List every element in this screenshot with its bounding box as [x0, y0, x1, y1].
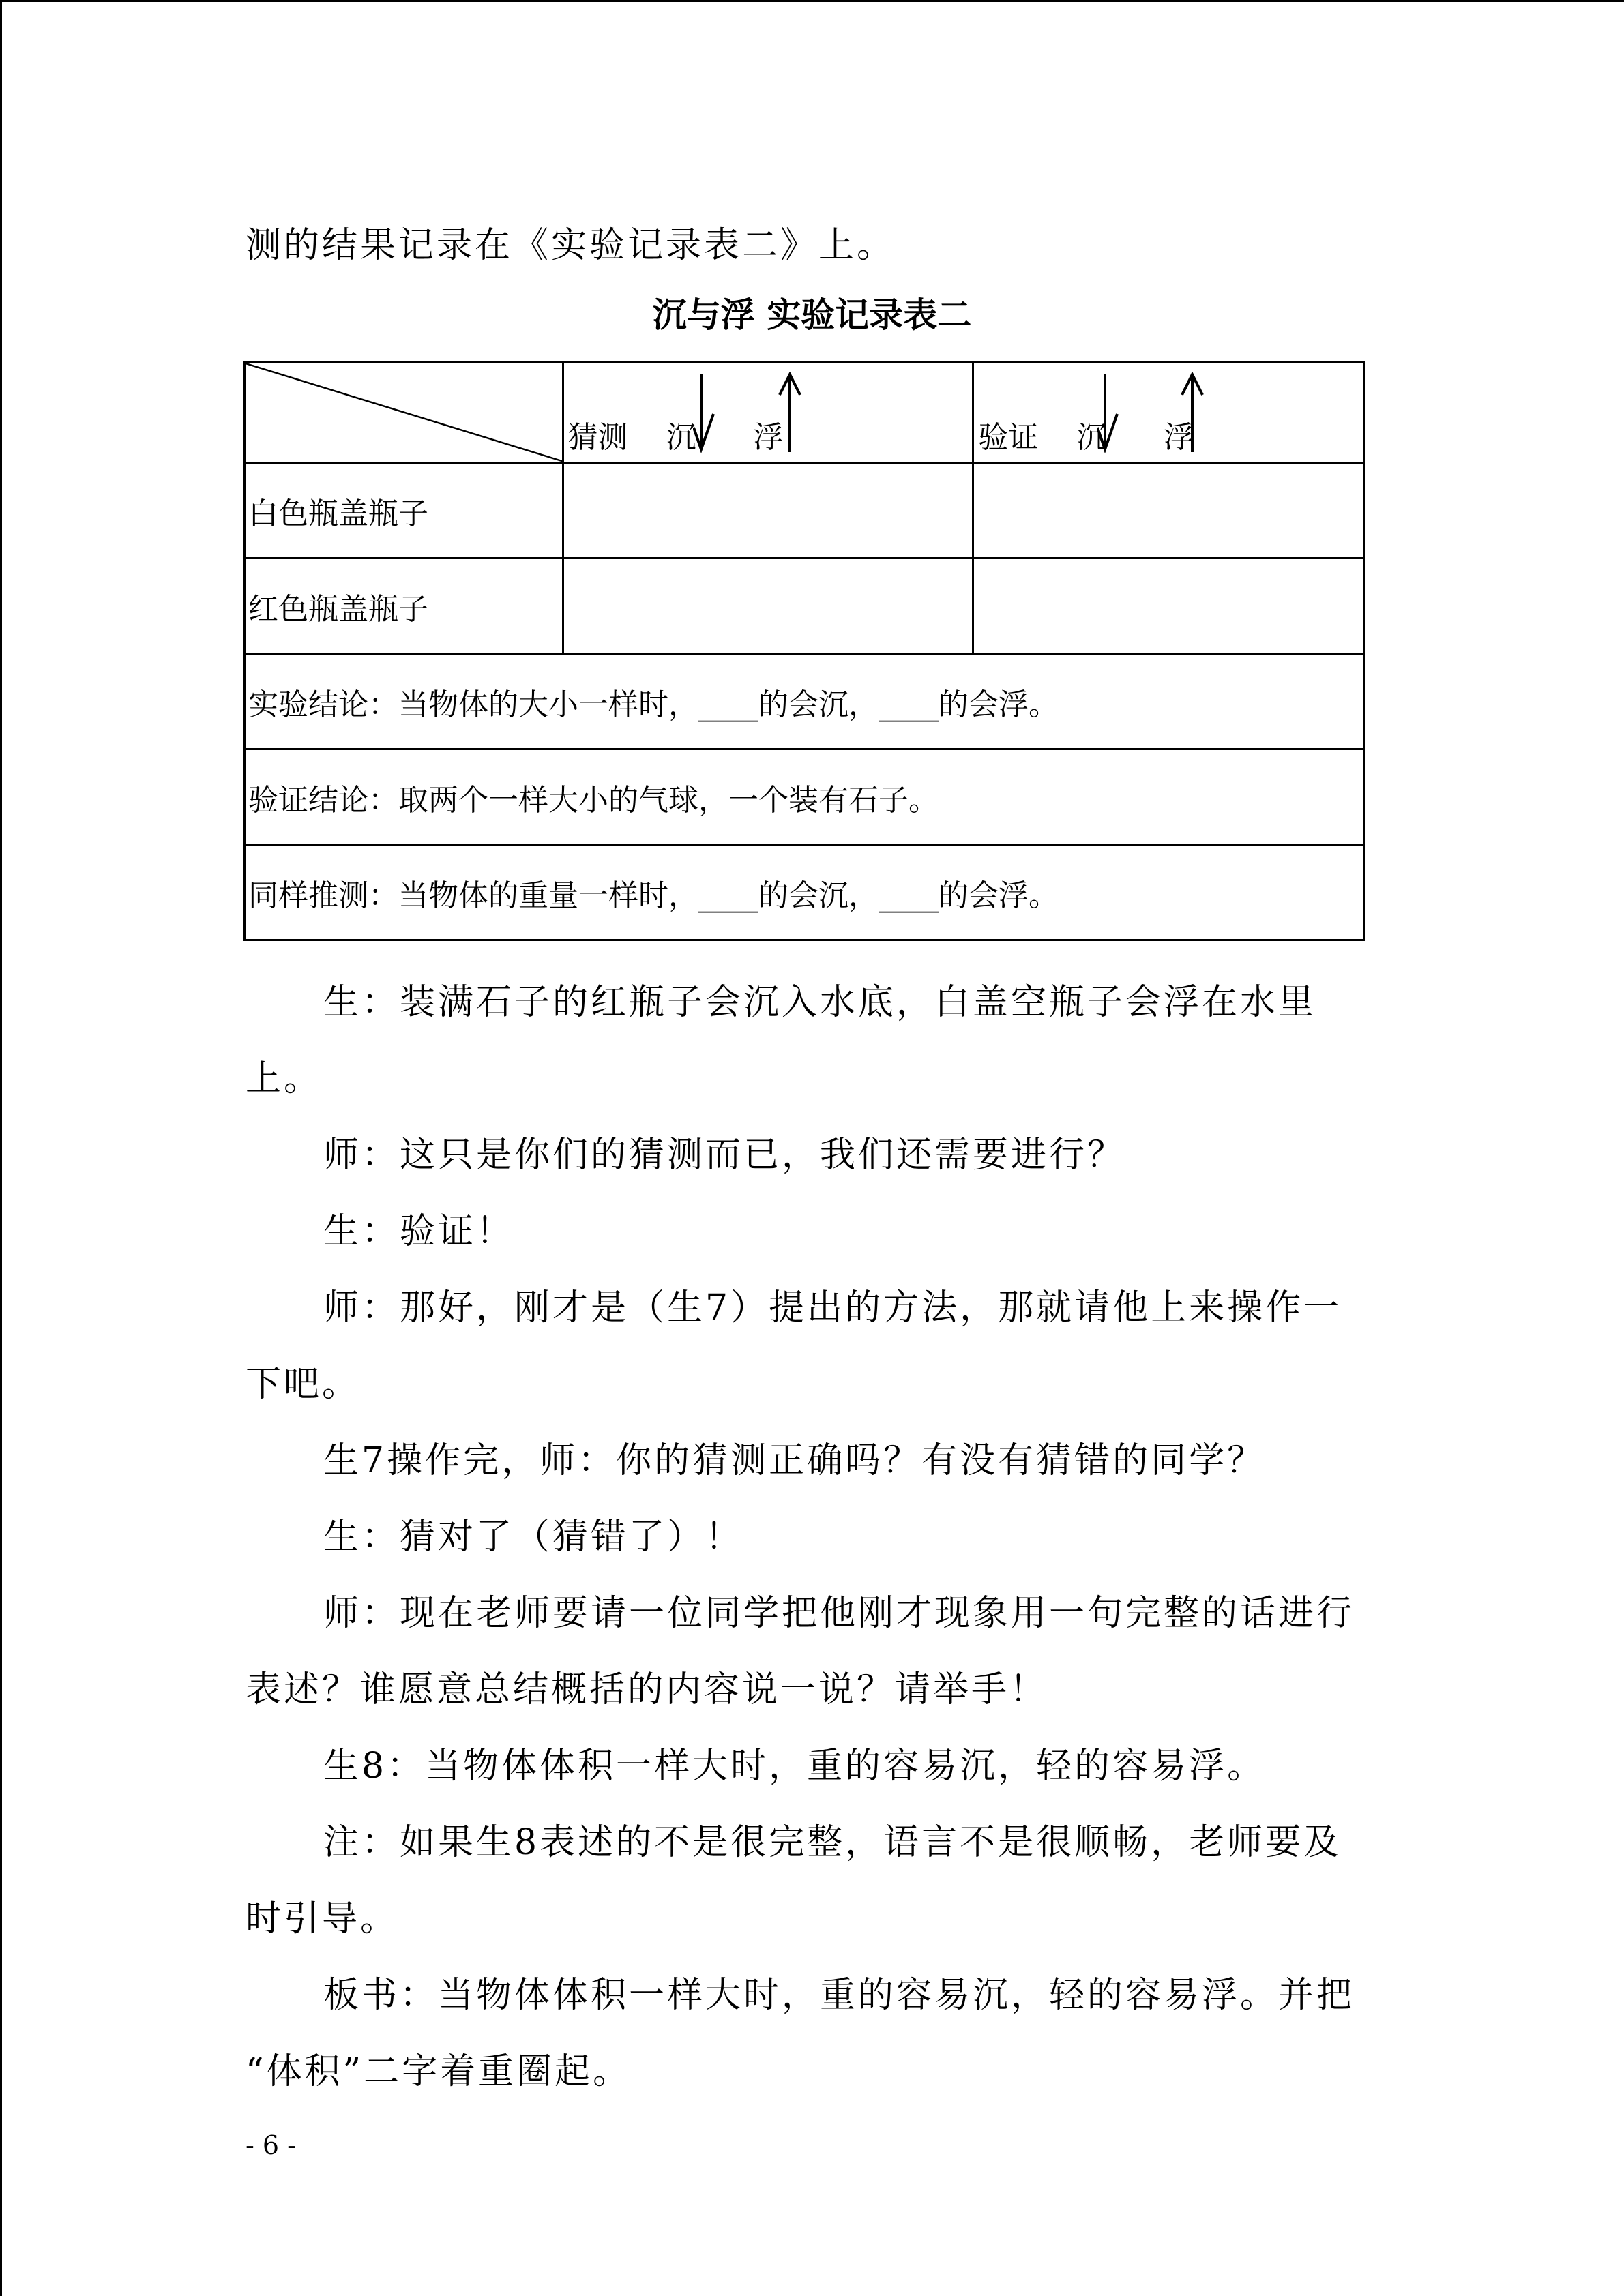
table-row — [245, 654, 1365, 749]
table-row — [245, 463, 1365, 558]
verify-cell-white-cap[interactable] — [973, 463, 1365, 558]
dialogue-line: 师：现在老师要请一位同学把他刚才现象用一句完整的话进行 — [323, 1593, 1355, 1634]
dialogue-line: 生：猜对了（猜错了）！ — [323, 1517, 744, 1557]
infer-conclusion: 同样推测：当物体的重量一样时，____的会沉，____的会浮。 — [245, 845, 1365, 940]
experiment-conclusion: 实验结论：当物体的大小一样时，____的会沉，____的会浮。 — [245, 654, 1365, 749]
dialogue-line: 师：这只是你们的猜测而已，我们还需要进行？ — [323, 1135, 1126, 1176]
record-table — [243, 361, 1365, 941]
guess-cell-white-cap[interactable] — [563, 463, 973, 558]
table-row — [245, 558, 1365, 654]
verify-conclusion: 验证结论：取两个一样大小的气球，一个装有石子。 — [245, 749, 1365, 845]
diagonal-line — [246, 363, 564, 462]
down-arrow-icon — [1097, 373, 1121, 453]
dialogue-line: 表述？谁愿意总结概括的内容说一说？请举手！ — [246, 1669, 1048, 1710]
dialogue-line: 生：验证！ — [323, 1211, 515, 1252]
table-row — [245, 749, 1365, 845]
guess-label: 猜测 — [567, 420, 628, 455]
dialogue-line: 时引导。 — [246, 1898, 399, 1939]
up-arrow-icon — [778, 372, 802, 453]
dialogue-line: 师：那好，刚才是（生7）提出的方法，那就请他上来操作一 — [323, 1287, 1342, 1328]
row-label-red-cap: 红色瓶盖瓶子 — [245, 558, 563, 654]
verify-float-label: 浮 — [1164, 420, 1194, 455]
dialogue-line: 板书：当物体体积一样大时，重的容易沉，轻的容易浮。并把 — [323, 1975, 1355, 2016]
table-caption: 沉与浮 实验记录表二 — [652, 295, 972, 335]
page-number: - 6 - — [246, 2130, 297, 2160]
guess-cell-red-cap[interactable] — [563, 558, 973, 654]
guess-header-cell — [563, 363, 973, 463]
dialogue-line: 下吧。 — [246, 1364, 361, 1405]
row-label-white-cap: 白色瓶盖瓶子 — [245, 463, 563, 558]
dialogue-line: 生：装满石子的红瓶子会沉入水底，白盖空瓶子会浮在水里 — [323, 982, 1317, 1023]
dialogue-line: 生7操作完，师：你的猜测正确吗？有没有猜错的同学？ — [323, 1440, 1266, 1481]
verify-cell-red-cap[interactable] — [973, 558, 1365, 654]
dialogue-line: 注：如果生8表述的不是很完整，语言不是很顺畅，老师要及 — [323, 1822, 1342, 1863]
guess-header-label — [568, 413, 784, 456]
verify-label: 验证 — [978, 420, 1039, 455]
table-header-row — [245, 363, 1365, 463]
diagonal-header-cell — [245, 363, 563, 463]
guess-float-label: 浮 — [753, 420, 784, 455]
down-arrow-icon — [693, 373, 718, 453]
up-arrow-icon — [1180, 372, 1205, 453]
guess-sink-label: 沉 — [666, 420, 696, 455]
verify-sink-label: 沉 — [1076, 420, 1107, 455]
verify-header-label — [978, 413, 1194, 456]
lead-line: 测的结果记录在《实验记录表二》上。 — [246, 225, 896, 266]
left-border-line — [0, 0, 2, 2296]
top-border-line — [0, 0, 1624, 2]
dialogue-line: 上。 — [246, 1058, 323, 1099]
dialogue-line: 生8：当物体体积一样大时，重的容易沉，轻的容易浮。 — [323, 1746, 1266, 1787]
dialogue-line: “体积”二字着重圈起。 — [246, 2051, 632, 2092]
table-row — [245, 845, 1365, 940]
verify-header-cell — [973, 363, 1365, 463]
